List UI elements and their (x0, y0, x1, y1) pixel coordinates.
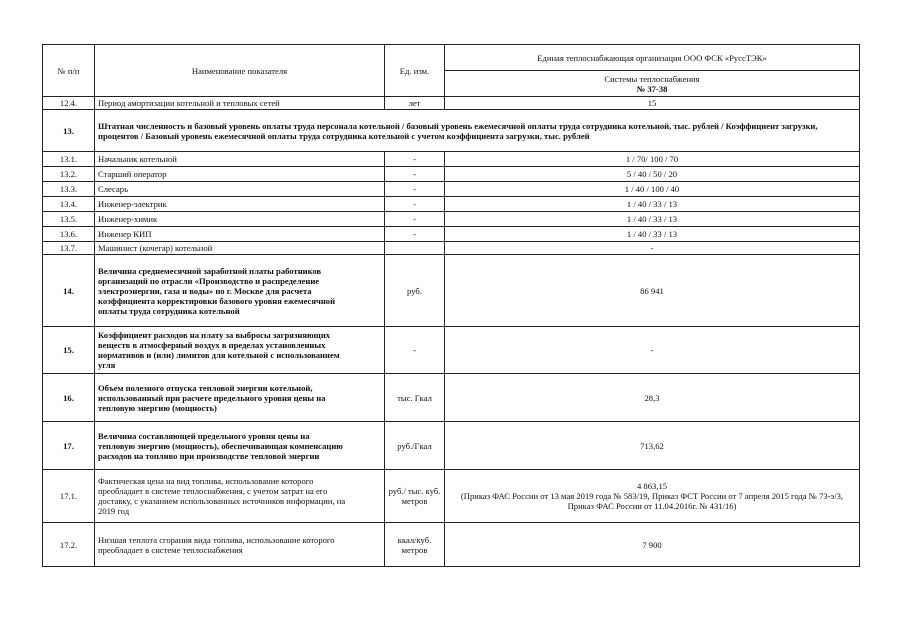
table-row (43, 152, 860, 167)
row-value: - (445, 327, 860, 374)
row-value: 1 / 40 / 33 / 13 (445, 197, 860, 212)
table-row (43, 97, 860, 110)
table-row (43, 167, 860, 182)
table-row (43, 182, 860, 197)
row-unit: - (385, 182, 445, 197)
systems-label: Системы теплоснабжения (604, 73, 700, 84)
table-row (43, 242, 860, 255)
row-value: 1 / 70/ 100 / 70 (445, 152, 860, 167)
table-row (43, 470, 860, 523)
row-name: Машинист (кочегар) котельной (95, 242, 385, 255)
section-title: Штатная численность и базовый уровень оплаты труда персонала котельной / базовый уровень ежемесячной оплаты труда сотрудника котельной, тыс. рублей / Коэффициент загрузки, процентов / Базовый уровень ежемесячной оплаты труда сотрудника котельной с учетом коэффициента загрузки, тыс. рублей (95, 110, 860, 152)
row-num: 13.7. (43, 242, 95, 255)
row-unit: тыс. Гкал (385, 374, 445, 422)
row-num: 13. (43, 110, 95, 152)
row-unit: руб. (385, 255, 445, 327)
row-name: Низшая теплота сгорания вида топлива, использование которого преобладает в системе теплоснабжения (95, 523, 385, 567)
table-row (43, 197, 860, 212)
table-row (43, 523, 860, 567)
row-num: 13.3. (43, 182, 95, 197)
systems-number: № 37-38 (636, 83, 668, 94)
tariff-table (42, 44, 860, 567)
row-name: Объем полезного отпуска тепловой энергии котельной, использованный при расчете предельного уровня цены на тепловую энергию (мощность) (95, 374, 385, 422)
header-name: Наименование показателя (95, 45, 385, 97)
row-num: 13.6. (43, 227, 95, 242)
table-row (43, 422, 860, 470)
section-row (43, 110, 860, 152)
row-num: 13.2. (43, 167, 95, 182)
row-num: 17.1. (43, 470, 95, 523)
row-value: 86 941 (445, 255, 860, 327)
row-name: Инженер КИП (95, 227, 385, 242)
header-num: № п/п (43, 45, 95, 97)
row-value: 5 / 40 / 50 / 20 (445, 167, 860, 182)
row-unit: - (385, 327, 445, 374)
header-row (43, 45, 860, 71)
row-name: Период амортизации котельной и тепловых сетей (95, 97, 385, 110)
row-name: Слесарь (95, 182, 385, 197)
row-num: 12.4. (43, 97, 95, 110)
row-name: Фактическая цена на вид топлива, использование которого преобладает в системе теплоснабжения, с учетом затрат на его доставку, с указанием использованных источников информации, на 2019 год (95, 470, 385, 523)
row-value: - (445, 242, 860, 255)
row-unit: - (385, 197, 445, 212)
row-value: 1 / 40 / 100 / 40 (445, 182, 860, 197)
table-row (43, 255, 860, 327)
row-num: 17. (43, 422, 95, 470)
row-name: Инженер-электрик (95, 197, 385, 212)
row-name: Коэффициент расходов на плату за выбросы загрязняющих веществ в атмосферный воздух в пределах установленных нормативов и (или) лимитов для котельной с использованием угля (95, 327, 385, 374)
row-unit: - (385, 167, 445, 182)
row-unit: - (385, 152, 445, 167)
row-unit: руб./ тыс. куб. метров (385, 470, 445, 523)
row-name: Инженер-химик (95, 212, 385, 227)
table-row (43, 212, 860, 227)
header-systems (445, 71, 860, 97)
header-unit: Ед. изм. (385, 45, 445, 97)
table-row (43, 374, 860, 422)
row-unit: ккал/куб. метров (385, 523, 445, 567)
table-row (43, 327, 860, 374)
row-name: Величина составляющей предельного уровня цены на тепловую энергию (мощность), обеспечивающая компенсацию расходов на топливо при производстве тепловой энергии (95, 422, 385, 470)
row-value: 15 (445, 97, 860, 110)
row-value: 4 863,15 (636, 481, 668, 491)
row-value-cell (445, 470, 860, 523)
row-name: Старший оператор (95, 167, 385, 182)
header-org: Единая теплоснабжающая организация ООО ФСК «РуссТЭК» (445, 45, 860, 71)
row-unit: - (385, 212, 445, 227)
row-num: 13.4. (43, 197, 95, 212)
row-num: 15. (43, 327, 95, 374)
row-value: 1 / 40 / 33 / 13 (445, 227, 860, 242)
row-value: 7 900 (445, 523, 860, 567)
row-num: 17.2. (43, 523, 95, 567)
row-num: 13.1. (43, 152, 95, 167)
row-num: 14. (43, 255, 95, 327)
row-unit: руб./Гкал (385, 422, 445, 470)
row-value: 28,3 (445, 374, 860, 422)
row-note: (Приказ ФАС России от 13 мая 2019 года № 583/19, Приказ ФСТ России от 7 апреля 2015 года № 73-э/3, Приказ ФАС России от 11.04.2016г. № 431/16) (460, 491, 844, 511)
row-value: 1 / 40 / 33 / 13 (445, 212, 860, 227)
row-num: 16. (43, 374, 95, 422)
row-unit: лет (385, 97, 445, 110)
row-unit (385, 242, 445, 255)
row-name: Величина среднемесячной заработной платы работников организаций по отрасли «Производство и распределение электроэнергии, газа и воды» по г. Москве для расчета коэффициента корректировки базового уровня ежемесячной оплаты труда сотрудника котельной (95, 255, 385, 327)
table-row (43, 227, 860, 242)
row-unit: - (385, 227, 445, 242)
row-num: 13.5. (43, 212, 95, 227)
row-value: 713,62 (445, 422, 860, 470)
row-name: Начальник котельной (95, 152, 385, 167)
